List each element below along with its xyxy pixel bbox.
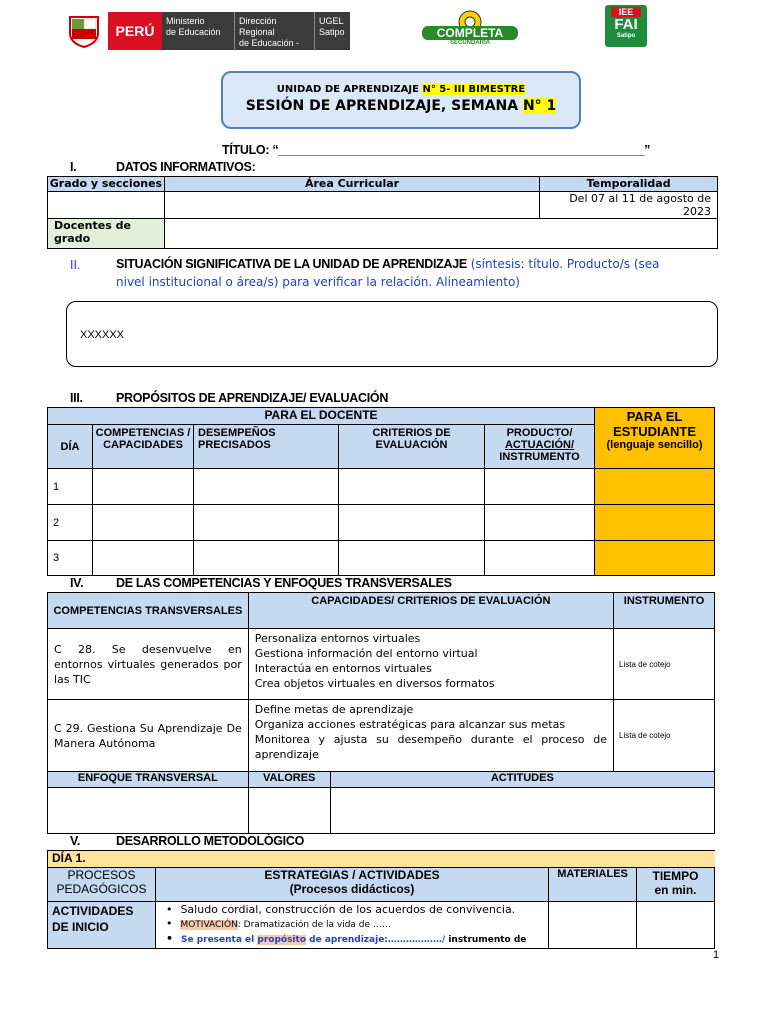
h-competencias: COMPETENCIAS TRANSVERSALES bbox=[48, 593, 249, 629]
page-number: 1 bbox=[713, 949, 720, 961]
h-valores: VALORES bbox=[248, 772, 330, 788]
docentes-label: Docentes de grado bbox=[48, 219, 165, 249]
cell[interactable] bbox=[595, 541, 715, 576]
c28-cap: Interactúa en entornos virtuales bbox=[254, 662, 432, 675]
c29-instrumento: Lista de cotejo bbox=[614, 700, 715, 772]
para-estudiante-cell bbox=[595, 408, 715, 469]
h-procesos: PROCESOS PEDAGÓGICOS bbox=[48, 868, 156, 902]
section2-note: (síntesis: título. Producto/s (sea nivel institucional o área/s) para verificar la relación. Alineamiento) bbox=[116, 257, 660, 289]
c29-cap: Monitorea y ajusta su desempeño durante el proceso de aprendizaje bbox=[254, 733, 608, 761]
row-dia-3: 3 bbox=[48, 541, 93, 576]
h-estrategias: ESTRATEGIAS / ACTIVIDADES bbox=[264, 868, 440, 882]
iee-label: IEE bbox=[611, 7, 641, 17]
unit-number: N° 5- III BIMESTRE bbox=[422, 84, 526, 95]
header-area: Área Curricular bbox=[164, 177, 539, 192]
cell[interactable] bbox=[339, 469, 485, 505]
cell[interactable] bbox=[339, 541, 485, 576]
enfoque-table bbox=[47, 771, 715, 834]
c28-cap: Gestiona información del entorno virtual bbox=[254, 647, 478, 660]
c28-label: C 28. Se desenvuelve en entornos virtuales generados por las TIC bbox=[48, 629, 249, 700]
c28-cap: Crea objetos virtuales en diversos formatos bbox=[254, 677, 495, 690]
bullet-saludo: Saludo cordial, construcción de los acuerdos de convivencia. bbox=[180, 903, 516, 916]
inicio-bullets: • Saludo cordial, construcción de los acuerdos de convivencia. • MOTIVACIÓN: Dramatización de la vida de …… • Se presenta el propósito de aprendizaje:………………/ instrumento de bbox=[155, 902, 548, 949]
bullet-motivacion-label: MOTIVACIÓN bbox=[180, 920, 238, 930]
gov-logo bbox=[60, 12, 350, 59]
cell[interactable] bbox=[194, 469, 339, 505]
col-criterios: CRITERIOS DE EVALUACIÓN bbox=[339, 425, 485, 469]
school-banner: COMPLETA bbox=[436, 26, 504, 40]
cell[interactable] bbox=[595, 469, 715, 505]
session-label: SESIÓN DE APRENDIZAJE, SEMANA bbox=[245, 98, 523, 114]
section1-label: DATOS INFORMATIVOS: bbox=[116, 160, 256, 174]
h-tiempo: TIEMPO en min. bbox=[637, 868, 715, 902]
section4-num: IV. bbox=[70, 576, 84, 590]
dia-1-label: DÍA 1. bbox=[48, 851, 715, 868]
para-docente: PARA EL DOCENTE bbox=[48, 408, 595, 425]
cell[interactable] bbox=[194, 505, 339, 541]
school-logo bbox=[420, 8, 520, 48]
bullet-proposito-d: instrumento de bbox=[445, 935, 527, 945]
competencias-table bbox=[47, 592, 715, 772]
temporalidad-value: Del 07 al 11 de agosto de 2023 bbox=[540, 192, 718, 219]
datos-table bbox=[47, 176, 718, 249]
lenguaje-sencillo: (lenguaje sencillo) bbox=[606, 439, 703, 451]
tiempo-inicio[interactable] bbox=[637, 902, 715, 949]
cell[interactable] bbox=[595, 505, 715, 541]
docentes-value[interactable] bbox=[164, 219, 717, 249]
direccion-label: Dirección Regional de Educación - Junín bbox=[234, 12, 314, 50]
fai-label: FAI bbox=[614, 16, 638, 33]
propositos-table bbox=[47, 407, 715, 576]
h-materiales: MATERIALES bbox=[549, 868, 637, 902]
row-dia-1: 1 bbox=[48, 469, 93, 505]
school-sub: SECUNDARIA bbox=[449, 40, 490, 46]
bullet-proposito-c: de aprendizaje:………………/ bbox=[306, 935, 446, 945]
para-estudiante: PARA EL ESTUDIANTE bbox=[612, 409, 697, 439]
header-grado: Grado y secciones bbox=[48, 177, 165, 192]
section3-num: III. bbox=[70, 391, 83, 405]
enfoque-value[interactable] bbox=[48, 788, 249, 834]
cell[interactable] bbox=[93, 541, 194, 576]
bullet-motivacion-text: : Dramatización de la vida de …… bbox=[237, 920, 391, 930]
col-producto-b: ACTUACIÓN/ bbox=[504, 439, 575, 451]
c29-cap: Define metas de aprendizaje bbox=[254, 703, 414, 716]
satipo-label: Satipo bbox=[616, 33, 636, 39]
unit-label: UNIDAD DE APRENDIZAJE bbox=[276, 84, 423, 95]
section4-label: DE LAS COMPETENCIAS Y ENFOQUES TRANSVERSALES bbox=[116, 576, 452, 590]
section2-num: II. bbox=[70, 258, 81, 272]
h-actitudes: ACTITUDES bbox=[330, 772, 714, 788]
ministerio-label: Ministerio de Educación bbox=[162, 12, 234, 50]
c28-cap: Personaliza entornos virtuales bbox=[254, 632, 421, 645]
section1-num: I. bbox=[70, 160, 77, 174]
col-producto bbox=[485, 425, 595, 469]
c29-label: C 29. Gestiona Su Aprendizaje De Manera Autónoma bbox=[48, 700, 249, 772]
title-box bbox=[221, 71, 581, 129]
header-temporalidad: Temporalidad bbox=[540, 177, 718, 192]
cell[interactable] bbox=[485, 469, 595, 505]
cell[interactable] bbox=[485, 541, 595, 576]
c28-instrumento: Lista de cotejo bbox=[614, 629, 715, 700]
h-estrategias-cell bbox=[155, 868, 548, 902]
situacion-box[interactable] bbox=[66, 301, 718, 367]
actividades-inicio: ACTIVIDADES DE INICIO bbox=[48, 902, 156, 949]
cell[interactable] bbox=[93, 505, 194, 541]
area-value[interactable] bbox=[164, 192, 539, 219]
peru-label: PERÚ bbox=[108, 12, 162, 50]
row-dia-2: 2 bbox=[48, 505, 93, 541]
bullet-proposito-a: Se presenta el bbox=[180, 935, 258, 945]
desarrollo-table bbox=[47, 850, 715, 949]
section3-label: PROPÓSITOS DE APRENDIZAJE/ EVALUACIÓN bbox=[116, 391, 389, 405]
c28-caps bbox=[248, 629, 613, 700]
col-dia: DÍA bbox=[48, 425, 93, 469]
section2-text bbox=[116, 255, 686, 291]
col-competencias: COMPETENCIAS / CAPACIDADES bbox=[93, 425, 194, 469]
h-enfoque: ENFOQUE TRANSVERSAL bbox=[48, 772, 249, 788]
section2-label: SITUACIÓN SIGNIFICATIVA DE LA UNIDAD DE APRENDIZAJE bbox=[116, 257, 467, 271]
cell[interactable] bbox=[194, 541, 339, 576]
grado-value[interactable] bbox=[48, 192, 165, 219]
cell[interactable] bbox=[339, 505, 485, 541]
h-capacidades: CAPACIDADES/ CRITERIOS DE EVALUACIÓN bbox=[248, 593, 613, 629]
section5-label: DESARROLLO METODOLÓGICO bbox=[116, 834, 305, 848]
c29-cap: Organiza acciones estratégicas para alcanzar sus metas bbox=[254, 718, 566, 731]
section5-num: V. bbox=[70, 834, 81, 848]
c29-caps bbox=[248, 700, 613, 772]
ugel-label: UGEL Satipo bbox=[314, 12, 350, 50]
situacion-content: XXXXXX bbox=[80, 329, 125, 341]
titulo-line: TÍTULO: “_______________________________________________________” bbox=[222, 143, 651, 157]
iee-fai-logo bbox=[605, 5, 647, 47]
session-number: N° 1 bbox=[522, 98, 557, 114]
col-producto-a: PRODUCTO/ bbox=[506, 427, 573, 439]
col-producto-c: INSTRUMENTO bbox=[499, 451, 580, 463]
coat-of-arms-icon bbox=[60, 12, 108, 50]
h-instrumento: INSTRUMENTO bbox=[614, 593, 715, 629]
valores-value[interactable] bbox=[248, 788, 330, 834]
bullet-proposito-b: propósito bbox=[257, 935, 306, 945]
actitudes-value[interactable] bbox=[330, 788, 714, 834]
cell[interactable] bbox=[485, 505, 595, 541]
materiales-inicio[interactable] bbox=[549, 902, 637, 949]
h-estrategias-sub: (Procesos didácticos) bbox=[289, 882, 415, 896]
cell[interactable] bbox=[93, 469, 194, 505]
col-desempenos: DESEMPEÑOS PRECISADOS bbox=[194, 425, 339, 469]
